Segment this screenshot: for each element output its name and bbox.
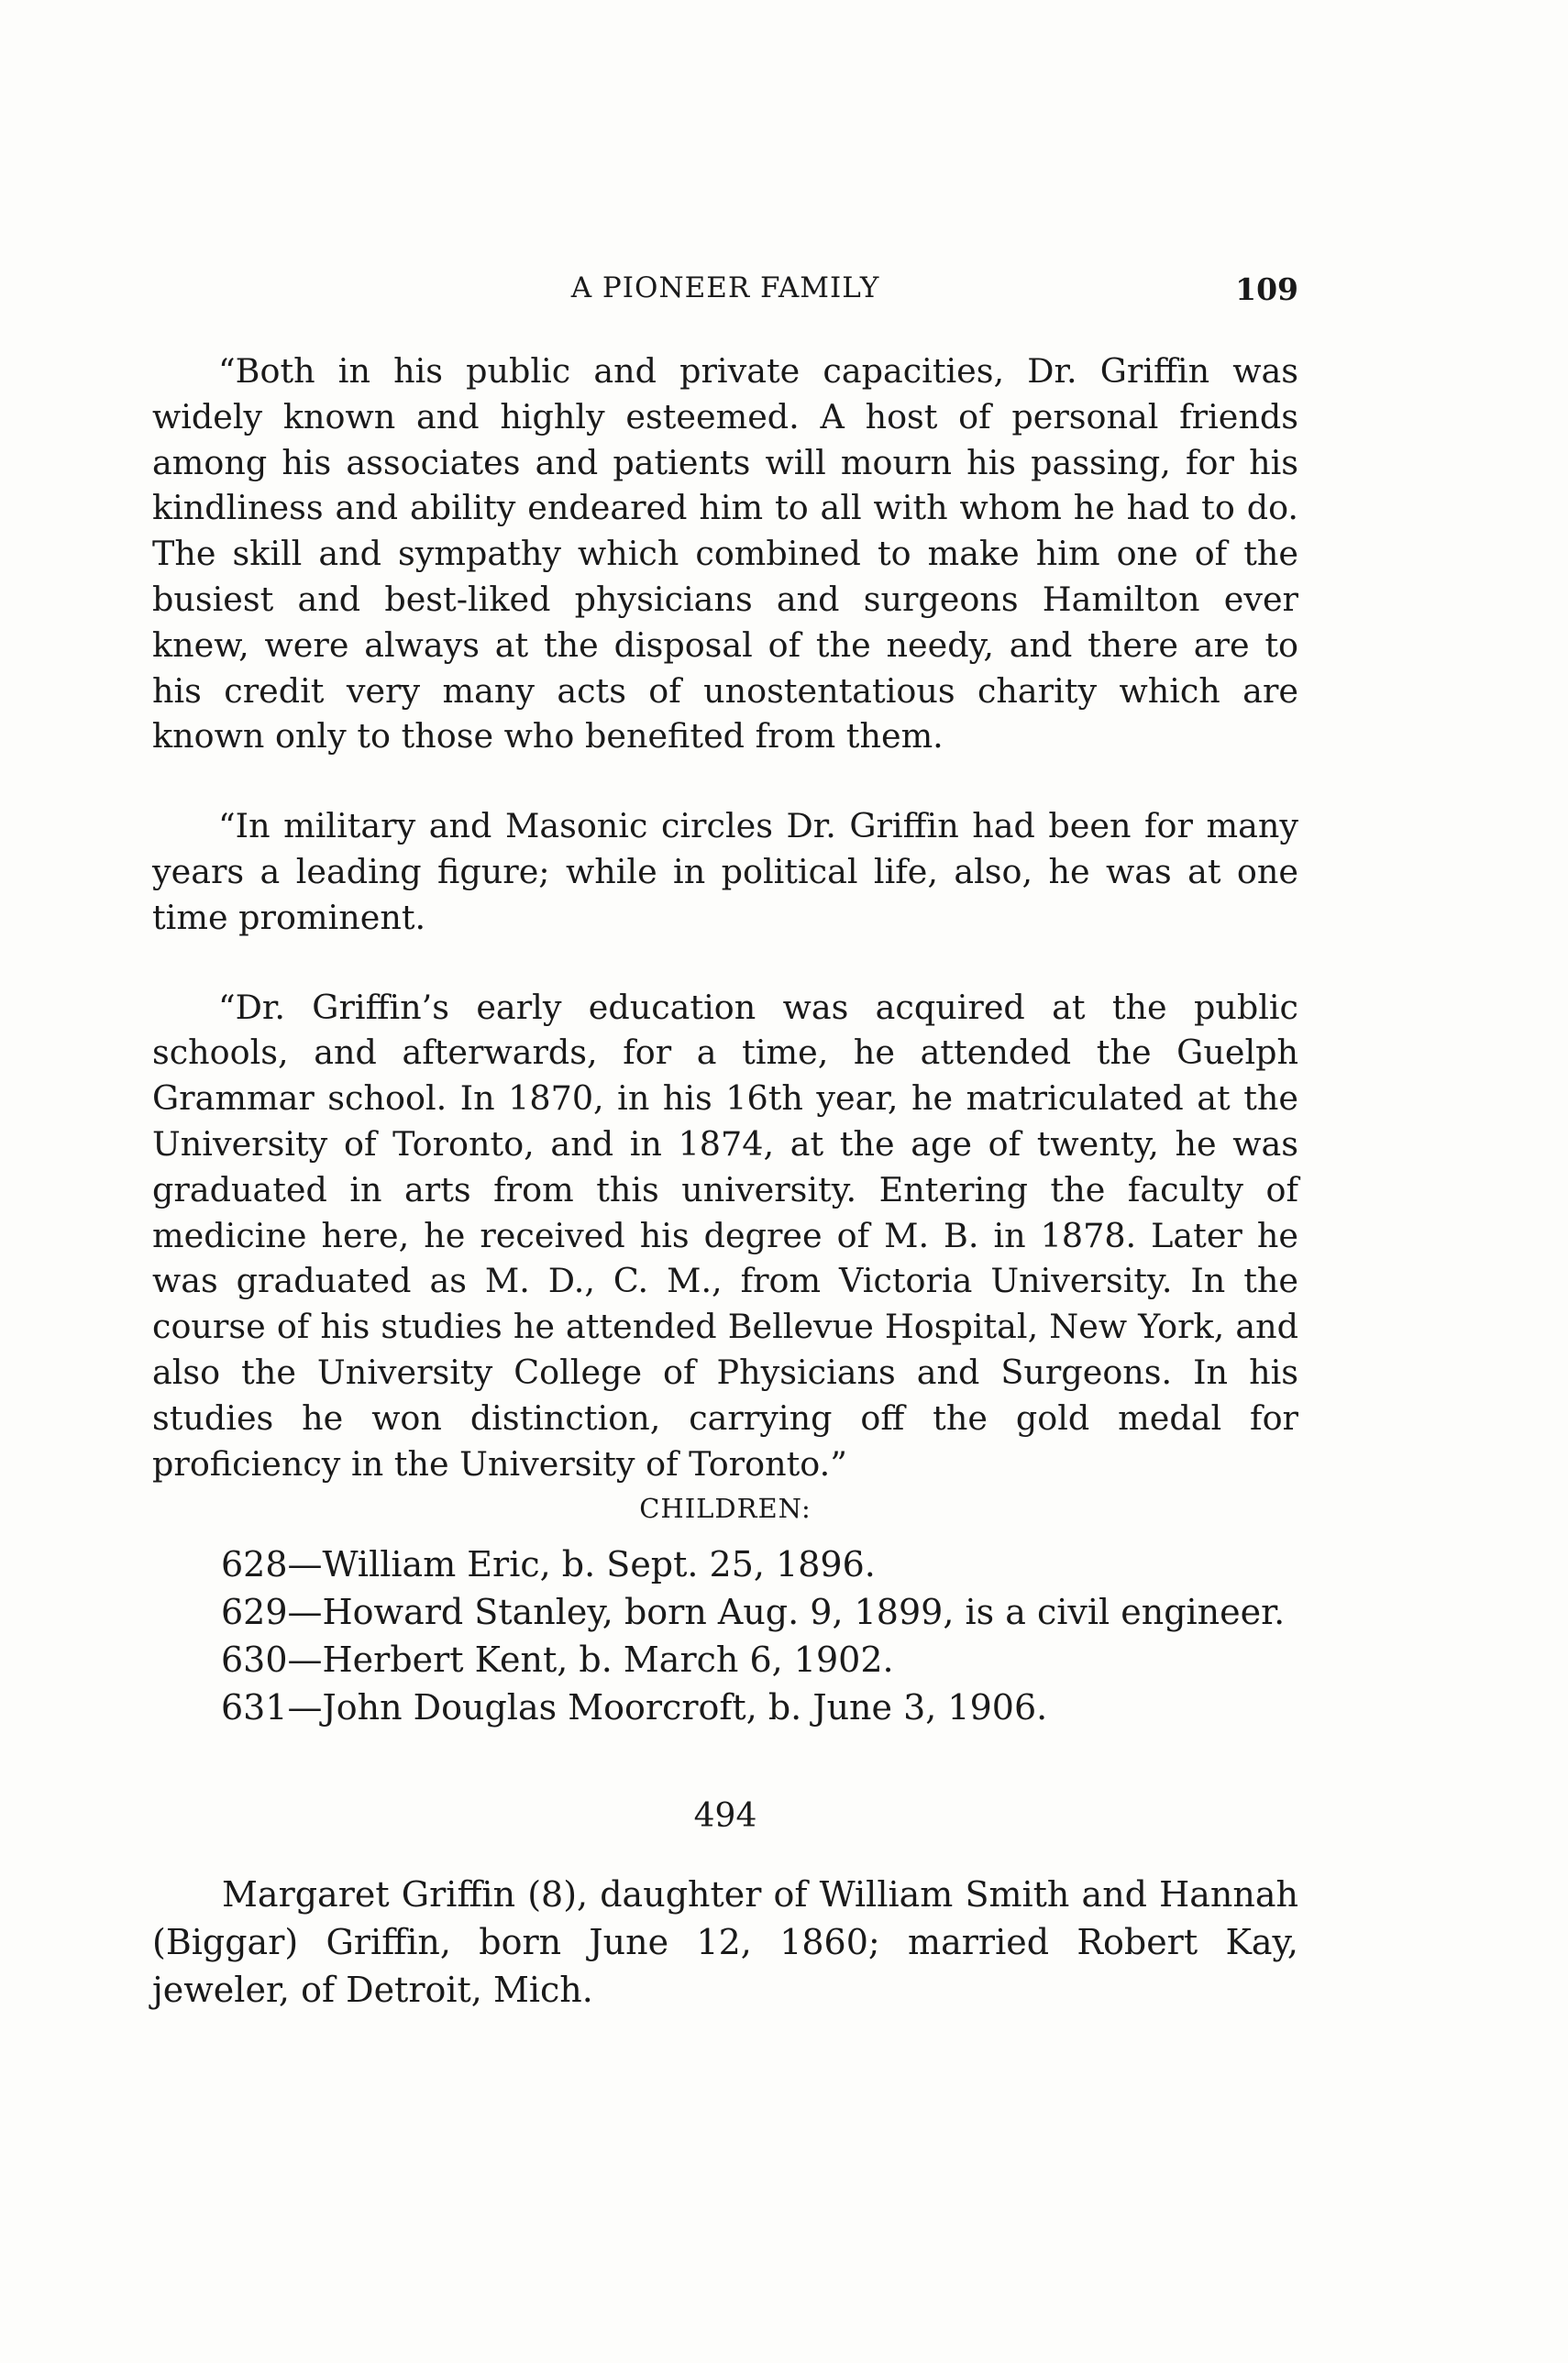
running-title: A PIONEER FAMILY: [570, 271, 880, 304]
paragraph: “Both in his public and private capacities, Dr. Griffin was widely known and highly esteemed. A host of personal friends among his associates and patients will mourn his passing, for his kindliness and ability endeared him to all with whom he had to do. The skill and sympathy which combined to make him one of the busiest and best-liked physicians and surgeons Hamilton ever knew, were always at the disposal of the needy, and there are to his credit very many acts of unostentatious charity which are known only to those who benefited from them.: [152, 351, 1298, 756]
entry-number: 494: [693, 1797, 757, 1835]
child-entry: 630—Herbert Kent, b. March 6, 1902.: [221, 1640, 894, 1680]
paragraph: “In military and Masonic circles Dr. Griffin had been for many years a leading figure; while in political life, also, he was at one time prominent.: [152, 806, 1298, 937]
page-number: 109: [1235, 271, 1298, 307]
child-entry: 629—Howard Stanley, born Aug. 9, 1899, is a civil engineer.: [221, 1592, 1286, 1632]
child-entry: 628—William Eric, b. Sept. 25, 1896.: [221, 1544, 876, 1585]
children-list: [221, 1540, 1285, 1731]
book-page: [152, 0, 1298, 2363]
paragraph: “Dr. Griffin’s early education was acquired at the public schools, and afterwards, for a time, he attended the Guelph Grammar school. In 1870, in his 16th year, he matriculated at the University of Toronto, and in 1874, at the age of twenty, he was graduated in arts from this university. Entering the faculty of medicine here, he received his degree of M. B. in 1878. Later he was graduated as M. D., C. M., from Victoria University. In the course of his studies he attended Bellevue Hospital, New York, and also the University College of Physicians and Surgeons. In his studies he won distinction, carrying off the gold medal for proficiency in the University of Toronto.”: [152, 987, 1298, 1484]
child-entry: 631—John Douglas Moorcroft, b. June 3, 1906.: [221, 1687, 1048, 1728]
obituary-quote: [152, 348, 1298, 1486]
entry-text: Margaret Griffin (8), daughter of William Smith and Hannah (Biggar) Griffin, born June 12, 1860; married Robert Kay, jeweler, of Detroit, Mich.: [152, 1874, 1298, 2010]
running-head: [152, 271, 1298, 312]
children-heading: CHILDREN:: [639, 1493, 812, 1524]
